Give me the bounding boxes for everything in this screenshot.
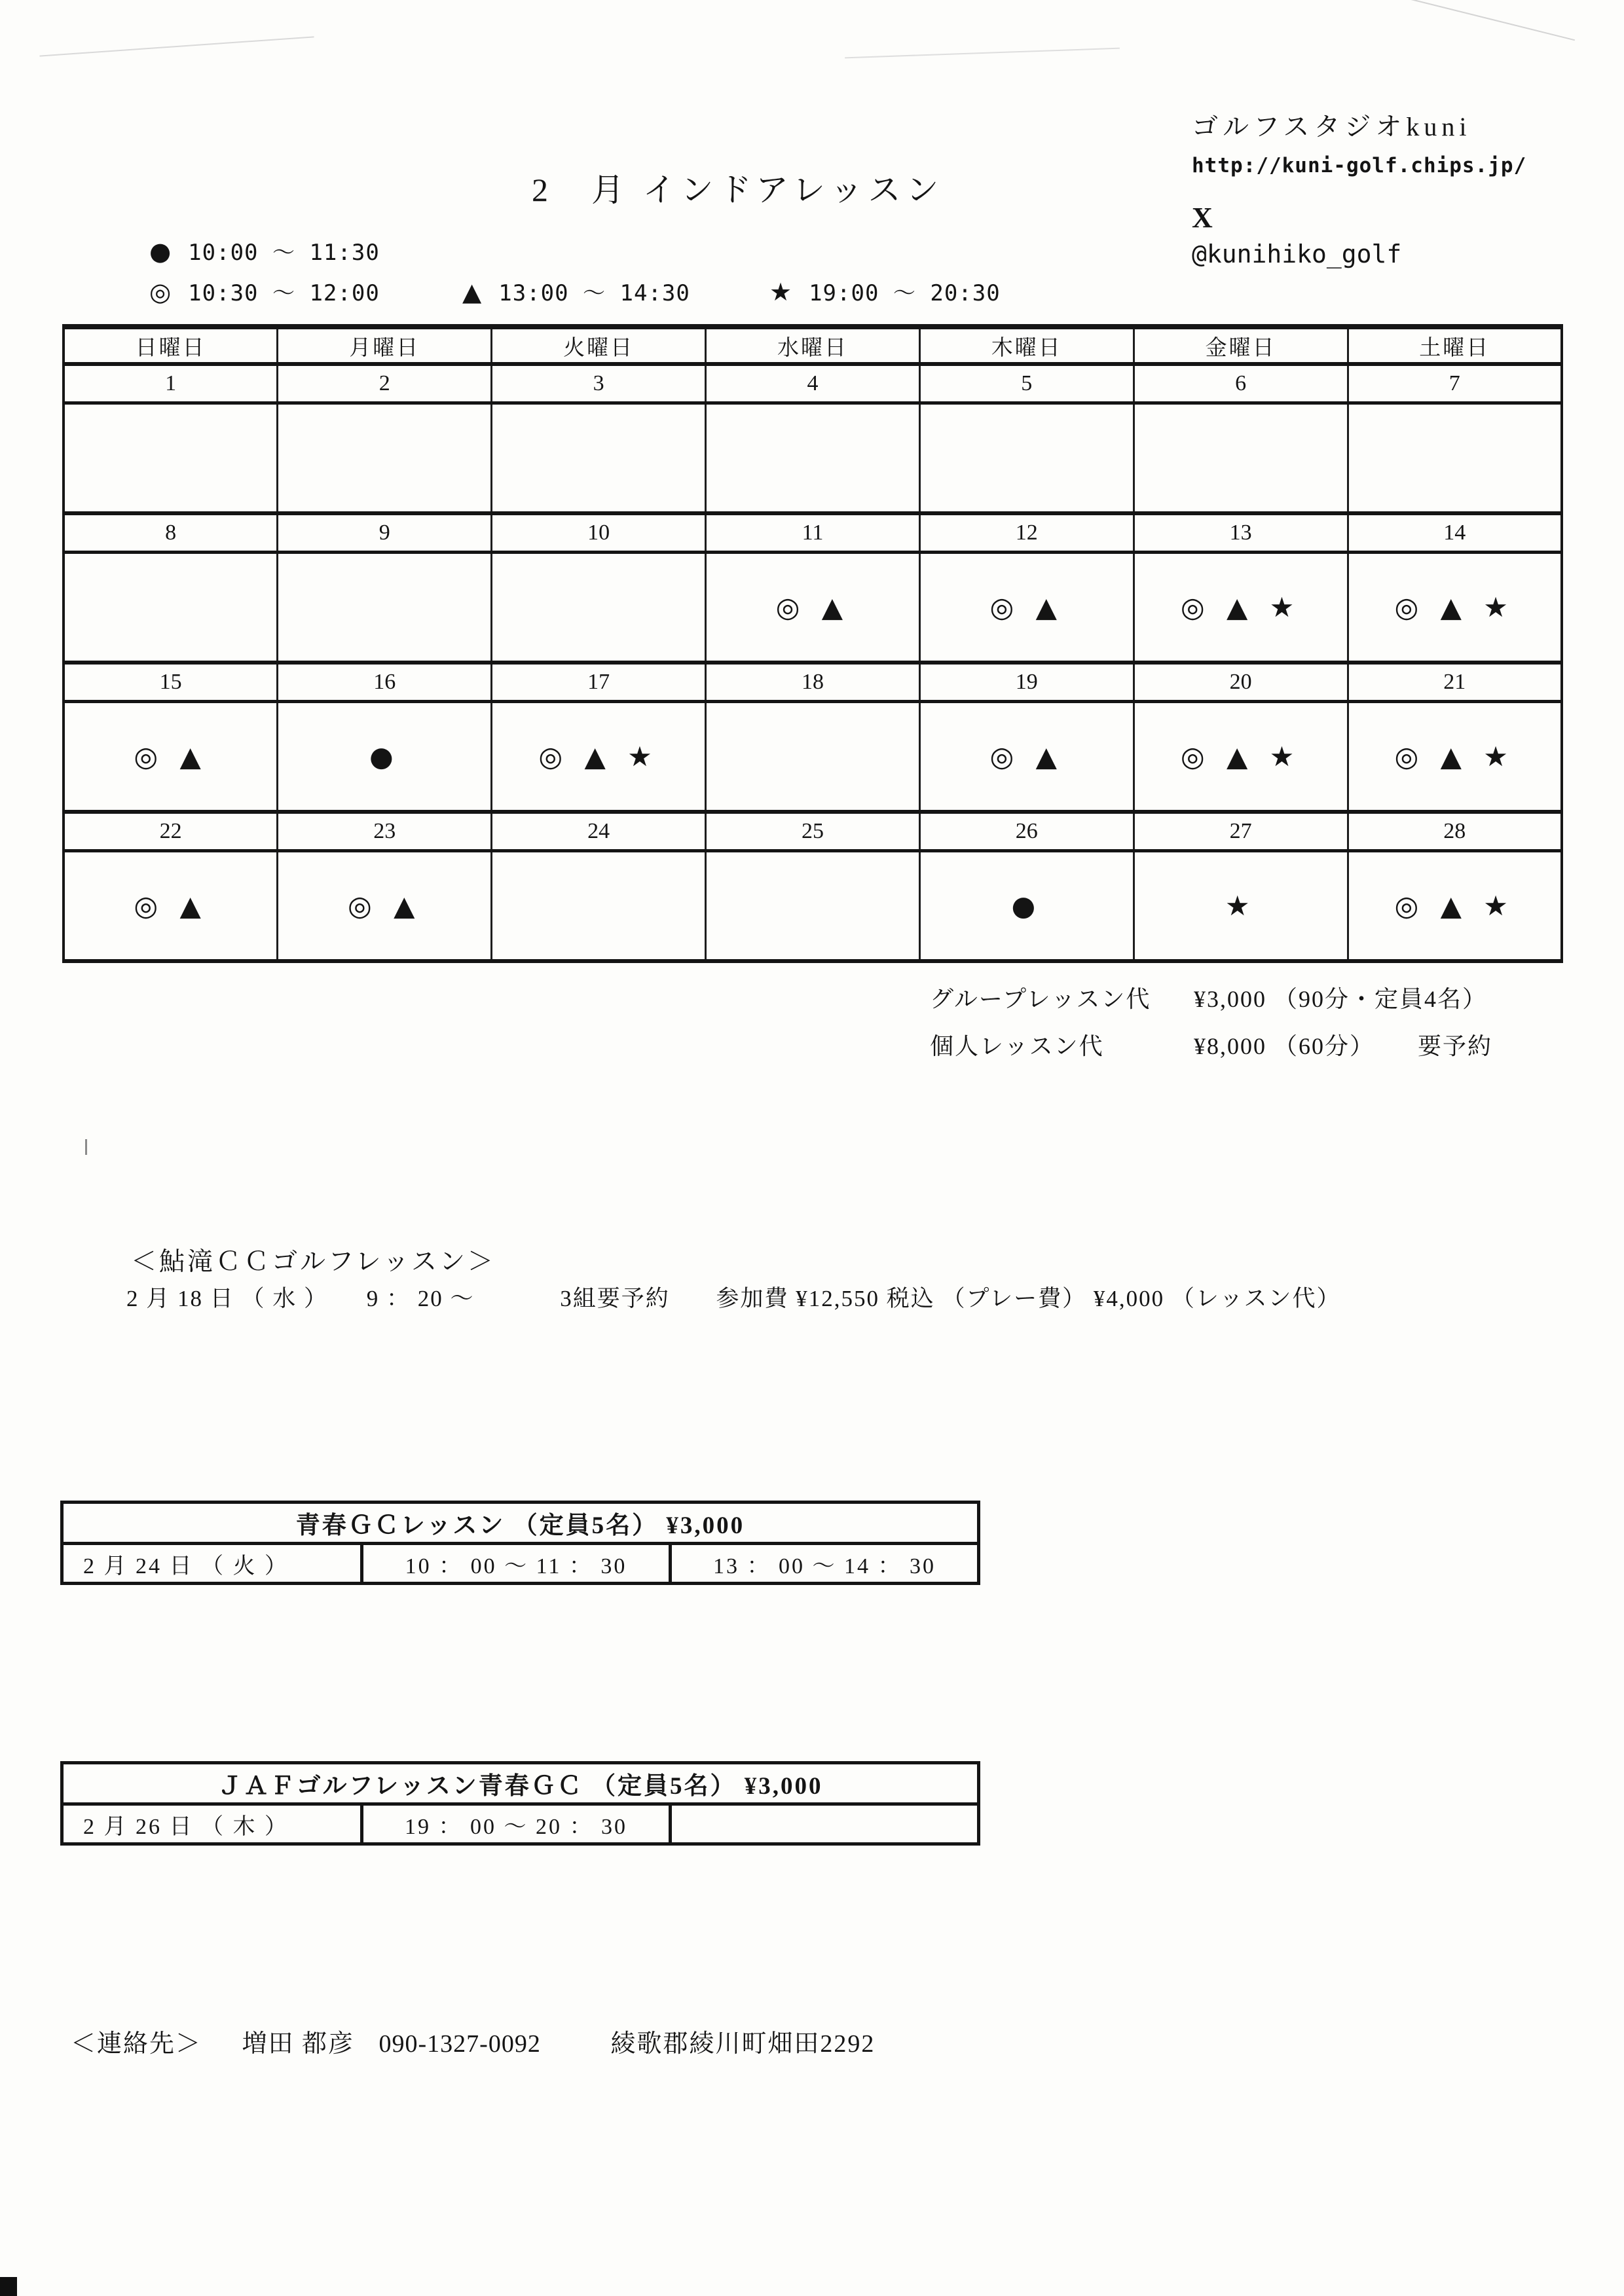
- lesson-pricing-block: [930, 981, 1492, 1075]
- contact-address: 綾歌郡綾川町畑田2292: [610, 2030, 876, 2058]
- seishun-gc-lesson-table: [60, 1501, 980, 1585]
- day-header-tuesday: 火曜日: [492, 327, 706, 364]
- date-cell: 6: [1134, 364, 1348, 403]
- marks-cell: ◎ ▲: [278, 851, 492, 962]
- marks-cell: ◎ ▲: [919, 553, 1134, 663]
- marks-cell: [1348, 403, 1562, 514]
- calendar-marks-row: [64, 851, 1562, 962]
- marks-cell: [919, 403, 1134, 514]
- jaf-golf-lesson-table: [60, 1761, 980, 1846]
- date-cell: 10: [492, 513, 706, 553]
- marks-cell: ◎ ▲: [64, 851, 278, 962]
- marks-cell: ◎ ▲ ★: [1348, 553, 1562, 663]
- marks-cell: [706, 702, 920, 812]
- legend-time: 13:00 ～ 14:30: [498, 280, 690, 306]
- marks-cell: ◎ ▲ ★: [1348, 702, 1562, 812]
- date-cell: 14: [1348, 513, 1562, 553]
- legend-time: 10:00 ～ 11:30: [188, 240, 380, 266]
- marks-cell: [1134, 403, 1348, 514]
- marks-cell: ◎ ▲ ★: [1348, 851, 1562, 962]
- ayutaki-date: 2 月 18 日 （ 水 ）: [126, 1286, 329, 1311]
- date-cell: 4: [706, 364, 920, 403]
- legend-item-triangle: [462, 275, 690, 307]
- date-cell: 28: [1348, 812, 1562, 851]
- date-cell: 21: [1348, 663, 1562, 702]
- contact-name: 増田 都彦: [242, 2030, 355, 2058]
- date-cell: 15: [64, 663, 278, 702]
- marks-cell: [64, 553, 278, 663]
- jaf-slot2-cell: [671, 1804, 979, 1844]
- scan-artifact: [85, 1139, 87, 1155]
- legend-item-circle: [149, 234, 380, 266]
- date-cell: 16: [278, 663, 492, 702]
- date-cell: 25: [706, 812, 920, 851]
- marks-cell: [64, 403, 278, 514]
- ayutaki-start-time: 9 ： 20 ～: [366, 1286, 475, 1311]
- seishun-slot1-cell: 10 ： 00 ～ 11 ： 30: [362, 1544, 671, 1584]
- date-cell: 22: [64, 812, 278, 851]
- studio-name: ゴルフスタジオkuni: [1192, 112, 1471, 141]
- day-header-saturday: 土曜日: [1348, 327, 1562, 364]
- date-cell: 27: [1134, 812, 1348, 851]
- page-title: 2 月 インドアレッスン: [532, 172, 944, 208]
- private-lesson-price: ¥8,000 （60分）: [1194, 1033, 1375, 1059]
- seishun-table-title: 青春ＧＣレッスン （定員5名） ¥3,000: [62, 1503, 979, 1544]
- legend-time: 10:30 ～ 12:00: [188, 280, 380, 306]
- group-lesson-price-row: [930, 981, 1492, 1014]
- day-header-sunday: 日曜日: [64, 327, 278, 364]
- date-cell: 17: [492, 663, 706, 702]
- ayutaki-cc-lesson-heading: ＜鮎滝ＣＣゴルフレッスン＞: [131, 1248, 496, 1276]
- date-cell: 3: [492, 364, 706, 403]
- marks-cell: ●: [278, 702, 492, 812]
- marks-cell: [492, 851, 706, 962]
- date-cell: 9: [278, 513, 492, 553]
- marks-cell: [492, 403, 706, 514]
- day-header-monday: 月曜日: [278, 327, 492, 364]
- marks-cell: ◎ ▲: [706, 553, 920, 663]
- date-cell: 23: [278, 812, 492, 851]
- february-lesson-calendar: [62, 324, 1563, 963]
- date-cell: 5: [919, 364, 1134, 403]
- date-cell: 11: [706, 513, 920, 553]
- studio-url: http://kuni-golf.chips.jp/: [1192, 154, 1527, 177]
- date-cell: 12: [919, 513, 1134, 553]
- sns-platform-label: X: [1192, 202, 1213, 234]
- date-cell: 8: [64, 513, 278, 553]
- date-cell: 1: [64, 364, 278, 403]
- scan-corner-mark: [0, 2277, 17, 2296]
- seishun-data-row: [62, 1544, 979, 1584]
- date-cell: 20: [1134, 663, 1348, 702]
- jaf-table-title: ＪＡＦゴルフレッスン青春ＧＣ （定員5名） ¥3,000: [62, 1763, 979, 1804]
- date-cell: 2: [278, 364, 492, 403]
- marks-cell: ●: [919, 851, 1134, 962]
- jaf-title-row: [62, 1763, 979, 1804]
- group-lesson-label: グループレッスン代: [930, 986, 1151, 1012]
- marks-cell: [706, 851, 920, 962]
- date-cell: 18: [706, 663, 920, 702]
- marks-cell: ◎ ▲ ★: [1134, 553, 1348, 663]
- marks-cell: [278, 403, 492, 514]
- date-cell: 26: [919, 812, 1134, 851]
- marks-cell: [492, 553, 706, 663]
- seishun-title-row: [62, 1503, 979, 1544]
- double-circle-icon: ◎: [149, 278, 172, 306]
- day-header-wednesday: 水曜日: [706, 327, 920, 364]
- date-cell: 24: [492, 812, 706, 851]
- scan-artifact: [845, 48, 1120, 59]
- studio-info-block: [1192, 106, 1526, 268]
- calendar-marks-row: [64, 702, 1562, 812]
- contact-line: [71, 2023, 875, 2059]
- triangle-icon: ▲: [462, 278, 482, 306]
- marks-cell: ◎ ▲ ★: [492, 702, 706, 812]
- date-cell: 19: [919, 663, 1134, 702]
- date-cell: 13: [1134, 513, 1348, 553]
- private-lesson-label: 個人レッスン代: [930, 1033, 1104, 1059]
- group-lesson-price: ¥3,000 （90分・定員4名）: [1194, 986, 1488, 1012]
- ayutaki-fee: 参加費 ¥12,550 税込 （プレー費） ¥4,000 （レッスン代）: [716, 1286, 1341, 1311]
- seishun-date-cell: 2 月 24 日 （ 火 ）: [62, 1544, 362, 1584]
- ayutaki-cc-lesson-detail: [126, 1281, 1341, 1313]
- marks-cell: ★: [1134, 851, 1348, 962]
- sns-handle: @kunihiko_golf: [1192, 240, 1402, 268]
- marks-cell: ◎ ▲ ★: [1134, 702, 1348, 812]
- calendar-marks-row: [64, 403, 1562, 514]
- seishun-slot2-cell: 13 ： 00 ～ 14 ： 30: [671, 1544, 979, 1584]
- contact-label: ＜連絡先＞: [71, 2030, 202, 2058]
- legend-time: 19:00 ～ 20:30: [809, 280, 1001, 306]
- marks-cell: [706, 403, 920, 514]
- reservation-required-note: 要予約: [1418, 1033, 1493, 1059]
- contact-phone: 090-1327-0092: [378, 2030, 541, 2058]
- calendar-date-row: [64, 663, 1562, 702]
- calendar-date-row: [64, 812, 1562, 851]
- jaf-slot1-cell: 19 ： 00 ～ 20 ： 30: [362, 1804, 671, 1844]
- calendar-marks-row: [64, 553, 1562, 663]
- legend-item-double-circle: [149, 275, 380, 307]
- marks-cell: [278, 553, 492, 663]
- jaf-data-row: [62, 1804, 979, 1844]
- jaf-date-cell: 2 月 26 日 （ 木 ）: [62, 1804, 362, 1844]
- scan-artifact: [1352, 0, 1575, 41]
- calendar-date-row: [64, 364, 1562, 403]
- ayutaki-reservation-note: 3組要予約: [560, 1286, 670, 1311]
- day-header-friday: 金曜日: [1134, 327, 1348, 364]
- filled-circle-icon: ●: [149, 237, 172, 266]
- marks-cell: ◎ ▲: [64, 702, 278, 812]
- day-header-thursday: 木曜日: [919, 327, 1134, 364]
- date-cell: 7: [1348, 364, 1562, 403]
- private-lesson-price-row: [930, 1028, 1492, 1061]
- star-icon: ★: [769, 278, 792, 306]
- scan-artifact: [39, 36, 314, 56]
- marks-cell: ◎ ▲: [919, 702, 1134, 812]
- legend-item-star: [769, 275, 1001, 307]
- calendar-day-header-row: [64, 327, 1562, 364]
- calendar-date-row: [64, 513, 1562, 553]
